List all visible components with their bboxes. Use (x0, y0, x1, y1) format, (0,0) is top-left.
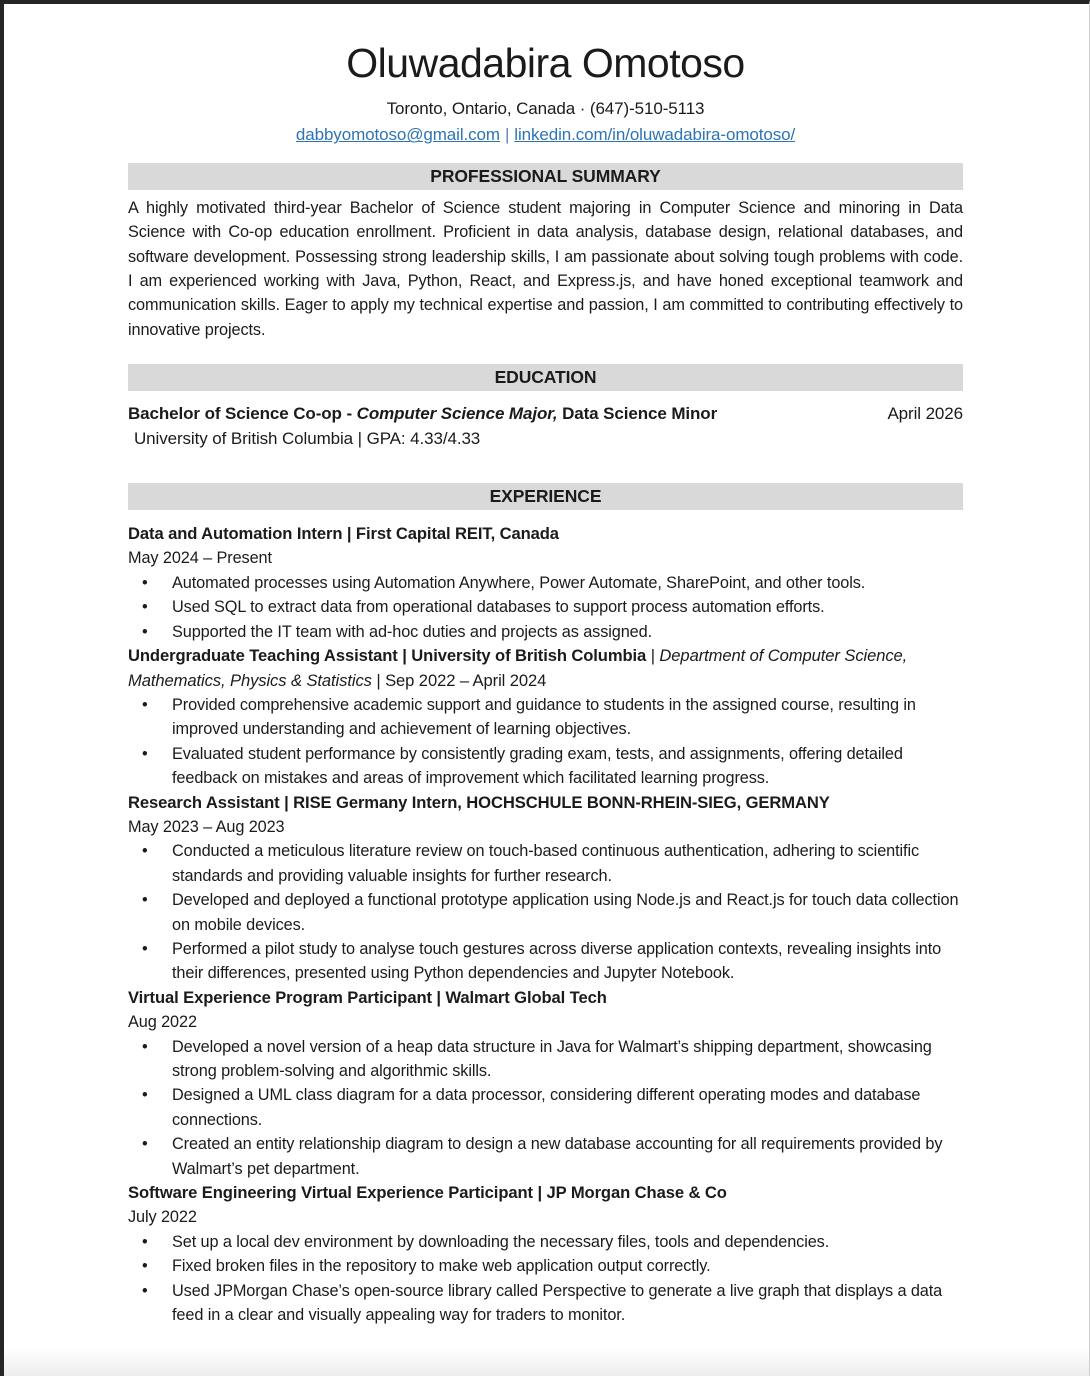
job-entry (128, 791, 963, 986)
education-title-row (128, 402, 963, 426)
job-date: July 2022 (128, 1208, 197, 1227)
job-bullet-list (128, 839, 963, 985)
professional-summary-text: A highly motivated third-year Bachelor of Science student majoring in Computer Science and minoring in Data Science with Co-op education enrollment. Proficient in data analysis, database design, relational databases, and software development. Possessing strong leadership skills, I am passionate about solving tough problems with code. I am experienced working with Java, Python, React, and Express.js, and have honed exceptional teamwork and communication skills. Eager to apply my technical expertise and passion, I am committed to contributing effectively to innovative projects. (128, 198, 963, 339)
text-run: Department of Computer Science, Mathematics, Physics & Statistics (128, 646, 908, 690)
text-run: | Sep 2022 – April 2024 (371, 670, 547, 690)
bullet-item: • Created an entity relationship diagram to design a new database accounting for all requirements provided by Walmart’s pet department. (128, 1132, 963, 1181)
bullet-item: • Performed a pilot study to analyse touch gestures across diverse application contexts, revealing insights into their differences, presented using Python dependencies and Jupyter Notebook. (128, 937, 963, 986)
bullet-item: • Conducted a meticulous literature review on touch-based continuous authentication, adhering to scientific standards and providing valuable insights for further research. (128, 839, 963, 888)
job-bullet-list (128, 571, 963, 644)
text-run: Software Engineering Virtual Experience Participant | JP Morgan Chase & Co (128, 1183, 727, 1203)
job-title (128, 986, 963, 1010)
text-run: Undergraduate Teaching Assistant | University of British Columbia (128, 646, 647, 666)
school-line: University of British Columbia | GPA: 4.33/4.33 (134, 428, 481, 448)
job-entry (128, 1181, 963, 1327)
links-line (128, 122, 963, 148)
job-title (128, 791, 963, 815)
degree-line (128, 402, 717, 426)
education-entry (128, 402, 963, 451)
job-bullet-list (128, 1230, 963, 1328)
job-title (128, 644, 963, 693)
job-date: Aug 2022 (128, 1013, 197, 1032)
text-run: Bachelor of Science Co-op - (128, 404, 357, 424)
bullet-item: • Designed a UML class diagram for a data processor, considering different operating modes and database connections. (128, 1083, 963, 1132)
text-run: Computer Science Major, (356, 404, 558, 424)
contact-line: Toronto, Ontario, Canada · (647)-510-5113 (386, 99, 705, 119)
text-run: Data and Automation Intern | First Capital REIT, Canada (128, 524, 559, 544)
linkedin-link[interactable]: linkedin.com/in/oluwadabira-omotoso/ (514, 125, 796, 145)
job-title (128, 1181, 963, 1205)
bullet-item: • Used SQL to extract data from operational databases to support process automation efforts. (128, 595, 963, 619)
bullet-item: • Provided comprehensive academic support and guidance to students in the assigned course, resulting in improved understanding and achievement of learning objectives. (128, 693, 963, 742)
bullet-item: • Set up a local dev environment by downloading the necessary files, tools and dependencies. (128, 1230, 963, 1254)
section-title: EXPERIENCE (489, 486, 602, 507)
bullet-item: • Fixed broken files in the repository to make web application output correctly. (128, 1254, 963, 1278)
job-title (128, 522, 963, 546)
job-bullet-list (128, 1035, 963, 1181)
bullet-item: • Used JPMorgan Chase’s open-source library called Perspective to generate a live graph that displays a data feed in a clear and visually appealing way for traders to monitor. (128, 1279, 963, 1328)
links-separator: | (504, 125, 510, 145)
page-title: Oluwadabira Omotoso (346, 40, 745, 86)
email-link[interactable]: dabbyomotoso@gmail.com (295, 125, 500, 145)
section-title: PROFESSIONAL SUMMARY (430, 165, 661, 186)
job-entry (128, 986, 963, 1181)
section-header-education (128, 364, 963, 391)
job-date: May 2023 – Aug 2023 (128, 817, 285, 836)
bullet-item: • Automated processes using Automation Anywhere, Power Automate, SharePoint, and other tools. (128, 571, 963, 595)
job-date: May 2024 – Present (128, 549, 272, 568)
graduation-date: April 2026 (887, 404, 963, 424)
section-header-experience (128, 483, 963, 510)
text-run: | (646, 646, 660, 666)
job-entry (128, 522, 963, 644)
bullet-item: • Developed and deployed a functional prototype application using Node.js and React.js for touch data collection on mobile devices. (128, 888, 963, 937)
text-run: Research Assistant | RISE Germany Intern, HOCHSCHULE BONN-RHEIN-SIEG, GERMANY (128, 792, 830, 812)
job-bullet-list (128, 693, 963, 791)
resume-page (4, 4, 1089, 1376)
section-header-professional-summary (128, 163, 963, 190)
job-entry (128, 644, 963, 790)
section-title: EDUCATION (494, 367, 597, 388)
experience-list (128, 522, 963, 1327)
text-run: Virtual Experience Program Participant | Walmart Global Tech (128, 987, 607, 1007)
bullet-item: • Developed a novel version of a heap data structure in Java for Walmart’s shipping department, showcasing strong problem-solving and algorithmic skills. (128, 1035, 963, 1084)
bullet-item: • Supported the IT team with ad-hoc duties and projects as assigned. (128, 620, 963, 644)
bullet-item: • Evaluated student performance by consistently grading exam, tests, and assignments, offering detailed feedback on mistakes and areas of improvement which facilitated learning progress. (128, 742, 963, 791)
text-run: Data Science Minor (557, 404, 718, 424)
